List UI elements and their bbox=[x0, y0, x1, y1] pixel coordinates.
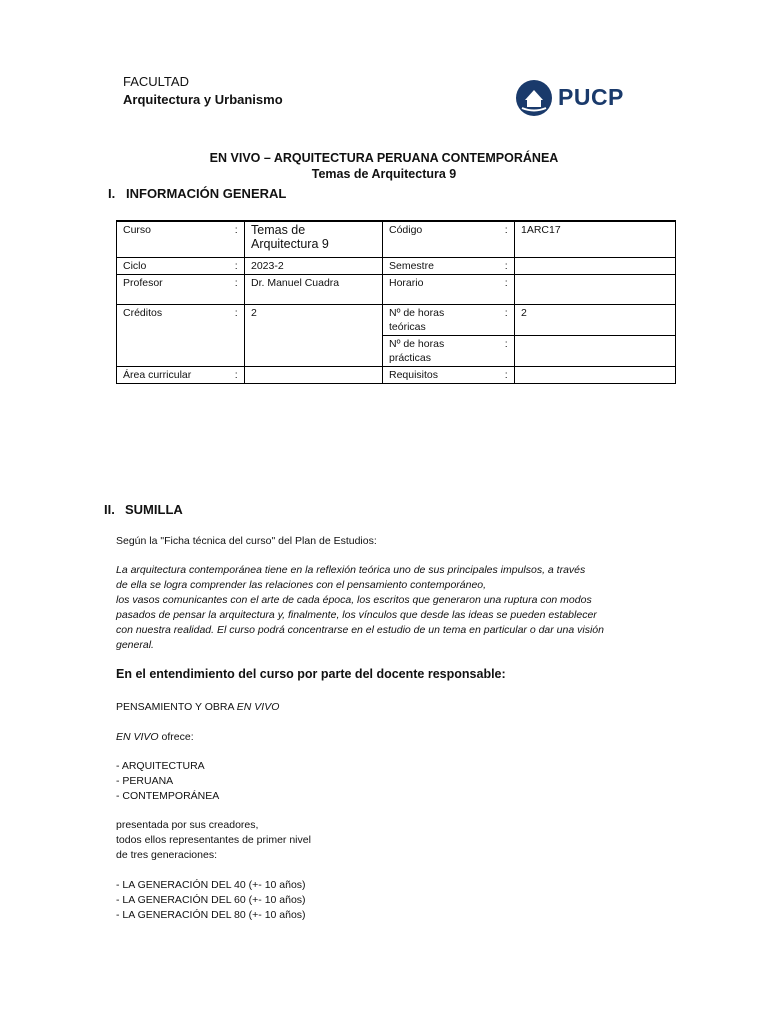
section-number: II. bbox=[104, 502, 115, 517]
general-info-table bbox=[116, 220, 676, 384]
ofrece-text: ofrece: bbox=[158, 731, 194, 743]
cell-line: Nº de horas bbox=[389, 337, 445, 350]
table-cell: : bbox=[499, 274, 515, 304]
cell-line: Temas de bbox=[251, 223, 306, 237]
table-cell: 2 bbox=[245, 304, 383, 366]
table-cell: Semestre bbox=[383, 257, 499, 274]
cell-line: Nº de horas bbox=[389, 306, 445, 319]
table-cell: : bbox=[229, 221, 245, 257]
table-cell bbox=[515, 335, 676, 366]
document-subtitle: Temas de Arquitectura 9 bbox=[311, 167, 457, 181]
table-cell: Créditos bbox=[117, 304, 229, 366]
table-cell: Curso bbox=[117, 221, 229, 257]
table-cell: : bbox=[499, 221, 515, 257]
table-cell bbox=[515, 257, 676, 274]
table-row bbox=[117, 304, 676, 335]
table-cell: : bbox=[229, 366, 245, 383]
table-cell bbox=[383, 304, 499, 335]
table-cell: Requisitos bbox=[383, 366, 499, 383]
table-cell: 2 bbox=[515, 304, 676, 335]
table-row bbox=[117, 366, 676, 383]
table-cell: 2023-2 bbox=[245, 257, 383, 274]
list-item: - LA GENERACIÓN DEL 80 (+- 10 años) bbox=[116, 909, 306, 921]
table-cell: : bbox=[499, 366, 515, 383]
pensamiento-text: PENSAMIENTO Y OBRA bbox=[116, 701, 237, 713]
table-cell: Profesor bbox=[117, 274, 229, 304]
table-cell: : bbox=[229, 304, 245, 366]
envivo-emphasis: EN VIVO bbox=[116, 731, 159, 743]
section-number: I. bbox=[108, 186, 116, 201]
paragraph-line: con nuestra realidad. El curso podrá concentrarse en el estudio de un tema en particular o dar una visión bbox=[116, 624, 604, 636]
presentada-paragraph bbox=[116, 818, 311, 863]
list-item: - CONTEMPORÁNEA bbox=[116, 790, 220, 802]
table-cell: Ciclo bbox=[117, 257, 229, 274]
table-cell: : bbox=[499, 304, 515, 335]
paragraph-line: todos ellos representantes de primer nivel bbox=[116, 834, 311, 846]
sumilla-intro: Según la "Ficha técnica del curso" del Plan de Estudios: bbox=[116, 535, 377, 547]
table-row bbox=[117, 274, 676, 304]
list-item: - ARQUITECTURA bbox=[116, 760, 205, 772]
logo-text: PUCP bbox=[558, 84, 624, 110]
table-cell: Horario bbox=[383, 274, 499, 304]
paragraph-line: los vasos comunicantes con el arte de cada época, los escritos que generaron una ruptura con modos bbox=[116, 594, 592, 606]
table-row bbox=[117, 221, 676, 257]
section-heading-general bbox=[108, 186, 286, 201]
docent-subheading: En el entendimiento del curso por parte del docente responsable: bbox=[116, 667, 506, 681]
pucp-shield-icon bbox=[514, 78, 554, 118]
paragraph-line: La arquitectura contemporánea tiene en la reflexión teórica uno de sus principales impulsos, a través bbox=[116, 564, 586, 576]
cell-line: prácticas bbox=[389, 351, 432, 364]
cell-line: Arquitectura 9 bbox=[251, 237, 329, 251]
table-cell bbox=[383, 335, 499, 366]
table-cell: : bbox=[229, 274, 245, 304]
table-cell bbox=[245, 366, 383, 383]
section-heading-sumilla bbox=[104, 502, 183, 517]
table-cell: Código bbox=[383, 221, 499, 257]
envivo-emphasis: EN VIVO bbox=[236, 701, 280, 713]
paragraph-line: pasados de pensar la arquitectura y, finalmente, los vínculos que desde las ideas se pueden establecer bbox=[116, 609, 597, 621]
table-cell: Dr. Manuel Cuadra bbox=[245, 274, 383, 304]
ofrece-line bbox=[116, 730, 194, 745]
generations-list bbox=[116, 878, 306, 923]
table-cell: 1ARC17 bbox=[515, 221, 676, 257]
sumilla-paragraph bbox=[116, 563, 661, 653]
table-cell bbox=[245, 221, 383, 257]
document-title: EN VIVO – ARQUITECTURA PERUANA CONTEMPORÁNEA bbox=[209, 151, 559, 165]
offer-list bbox=[116, 759, 219, 804]
table-row bbox=[117, 257, 676, 274]
faculty-name: Arquitectura y Urbanismo bbox=[123, 92, 283, 107]
pensamiento-line bbox=[116, 700, 279, 715]
paragraph-line: de ella se logra comprender las relaciones con el pensamiento contemporáneo, bbox=[116, 579, 487, 591]
paragraph-line: general. bbox=[116, 639, 154, 651]
table-cell: : bbox=[229, 257, 245, 274]
pucp-logo bbox=[514, 78, 634, 118]
paragraph-line: presentada por sus creadores, bbox=[116, 819, 259, 831]
cell-line: teóricas bbox=[389, 320, 426, 333]
table-cell: : bbox=[499, 257, 515, 274]
table-cell bbox=[515, 366, 676, 383]
list-item: - LA GENERACIÓN DEL 60 (+- 10 años) bbox=[116, 894, 306, 906]
section-title: INFORMACIÓN GENERAL bbox=[126, 186, 287, 201]
section-title: SUMILLA bbox=[125, 502, 183, 517]
faculty-label: FACULTAD bbox=[123, 74, 189, 89]
list-item: - PERUANA bbox=[116, 775, 174, 787]
table-cell bbox=[515, 274, 676, 304]
paragraph-line: de tres generaciones: bbox=[116, 849, 217, 861]
table-cell: Área curricular bbox=[117, 366, 229, 383]
table-cell: : bbox=[499, 335, 515, 366]
list-item: - LA GENERACIÓN DEL 40 (+- 10 años) bbox=[116, 879, 306, 891]
